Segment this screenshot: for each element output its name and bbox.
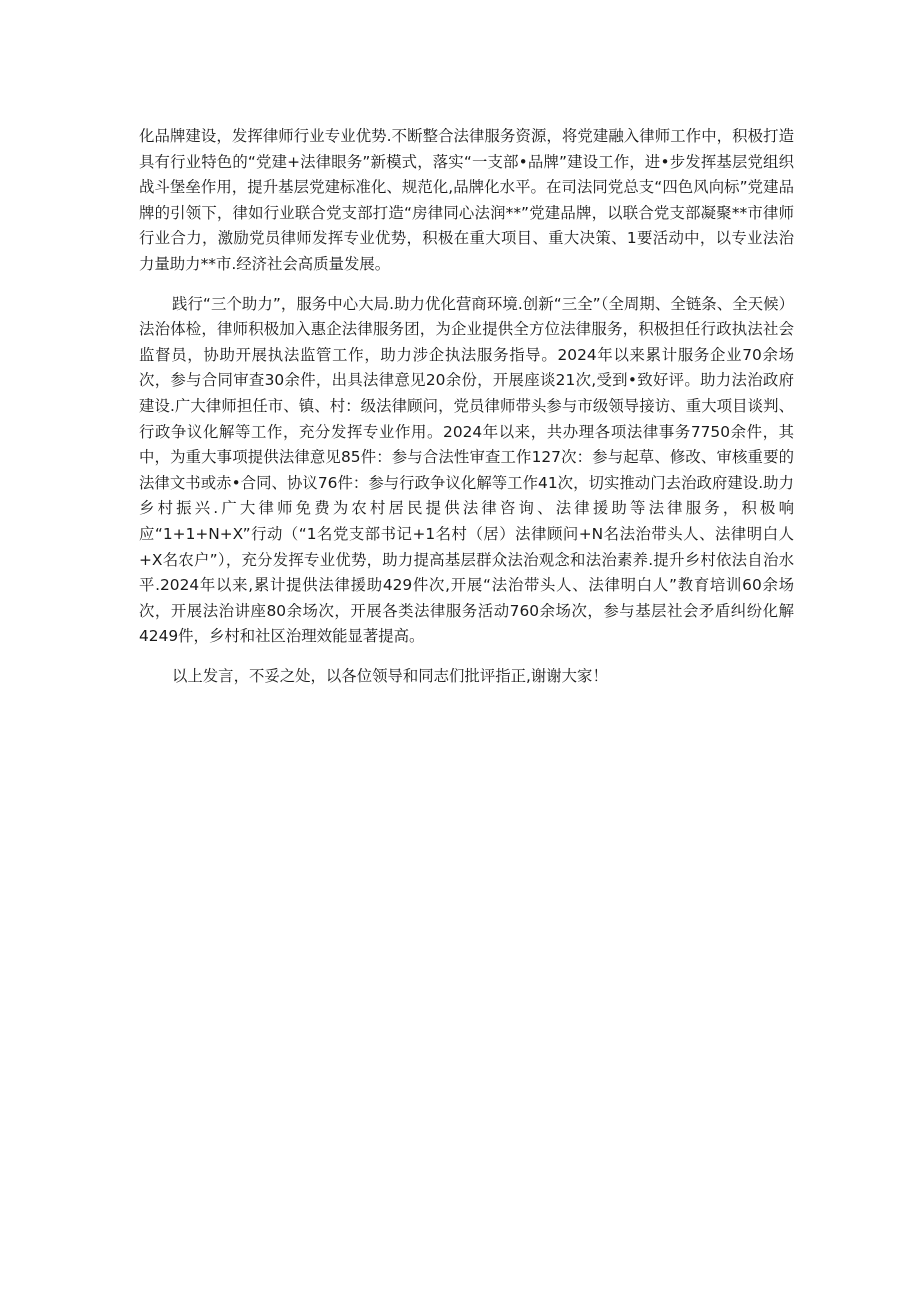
paragraph-three-assists: 践行“三个助力”，服务中心大局.助力优化营商环境.创新“三全”（全周期、全链条、全天候）法治体检，律师积极加入惠企法律服务团，为企业提供全方位法律服务，积极担任行政执法社会监督员，协助开展执法监管工作，助力涉企执法服务指导。2024年以来累计服务企业70余场次，参与合同审查30余件，出具法律意见20余份，开展座谈21次,受到•致好评。助力法治政府建设.广大律师担任市、镇、村：级法律顾问，党员律师带头参与市级领导接访、重大项目谈判、行政争议化解等工作，充分发挥专业作用。2024年以来，共办理各项法律事务7750余件，其中，为重大事项提供法律意见85件：参与合法性审查工作127次：参与起草、修改、审核重要的法律文书或赤•合同、协议76件：参与行政争议化解等工作41次，切实推动门去治政府建设.助力乡村振兴.广大律师免费为农村居民提供法律咨询、法律援助等法律服务，积极响应“1+1+N+X”行动（“1名党支部书记+1名村（居）法律顾问+N名法治带头人、法律明白人+X名农户”），充分发挥专业优势，助力提高基层群众法治观念和法治素养.提升乡村依法自治水平.2024年以来,累计提供法律援助429件次,开展“法治带头人、法律明白人”教育培训60余场次，开展法治讲座80余场次，开展各类法律服务活动760余场次，参与基层社会矛盾纠纷化解4249件，乡村和社区治理效能显著提高。	[139, 294, 794, 646]
paragraph-closing-remarks: 以上发言，不妥之处，以各位领导和同志们批评指正,谢谢大家！	[172, 666, 608, 685]
paragraph-party-building: 化品牌建设，发挥律师行业专业优势.不断整合法律服务资源，将党建融入律师工作中，积极打造具有行业特色的“党建+法律眼务”新模式，落实“一支部•品牌”建设工作，进•步发挥基层党组织战斗堡垒作用，提升基层党建标准化、规范化,品牌化水平。在司法同党总支“四色风向标”党建品牌的引领下，律如行业联合党支部打造“房律同心法润**”党建品牌，以联合党支部凝聚**市律师行业合力，激励党员律师发挥专业优势，积极在重大项目、重大决策、1要活动中，以专业法治力量助力**市.经济社会高质量发展。	[139, 127, 794, 273]
document-page	[139, 124, 794, 689]
